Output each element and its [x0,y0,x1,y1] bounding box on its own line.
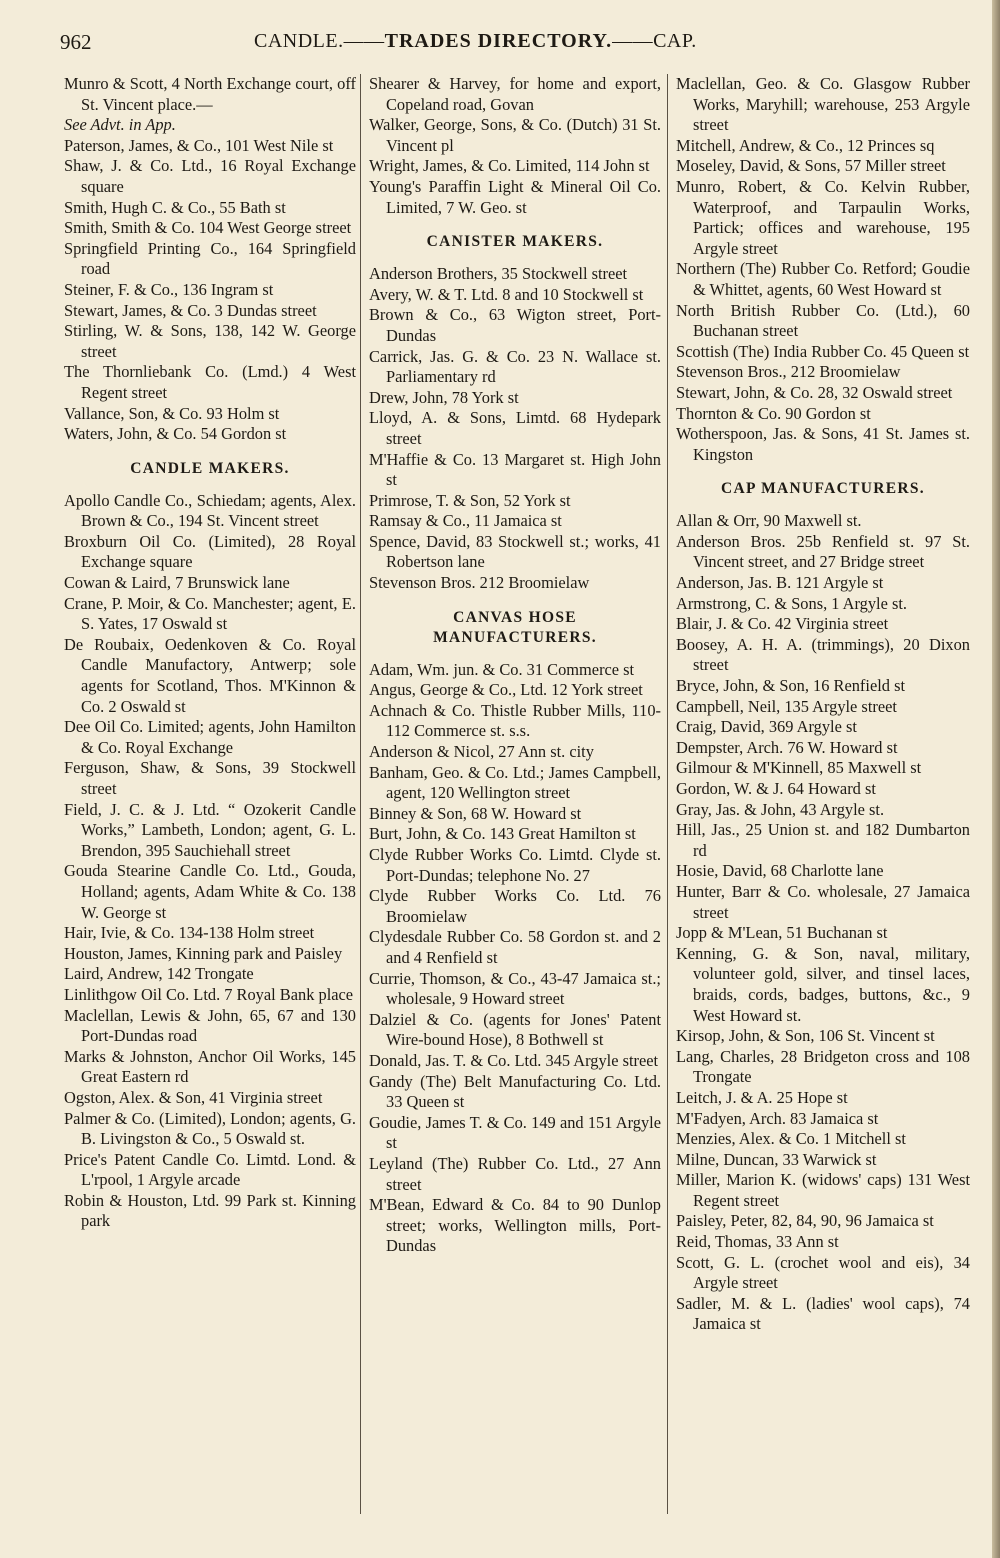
directory-entry: Craig, David, 369 Argyle st [676,717,857,737]
directory-entry: Donald, Jas. T. & Co. Ltd. 345 Argyle street [369,1050,659,1070]
directory-entry: The Thornliebank Co. (Lmd.) 4 West Regent street [64,362,356,402]
directory-entry: M'Haffie & Co. 13 Margaret st. High John st [369,449,661,490]
directory-entry: Angus, George & Co., Ltd. 12 York street [369,680,643,700]
directory-entry: M'Bean, Edward & Co. 84 to 90 Dunlop street; works, Wellington mills, Port-Dundas [369,1195,661,1256]
section-heading: CANISTER MAKERS. [426,233,604,251]
directory-entry: Wotherspoon, Jas. & Sons, 41 St. James st. Kingston [676,424,970,464]
directory-entry: Clyde Rubber Works Co. Limtd. Clyde st. Port-Dundas; telephone No. 27 [369,845,661,885]
directory-entry: Munro, Robert, & Co. Kelvin Rubber, Waterproof, and Tarpaulin Works, Partick; offices and warehouse, 195 Argyle street [676,176,970,258]
directory-entry: Campbell, Neil, 135 Argyle street [676,696,897,716]
directory-entry: Stewart, John, & Co. 28, 32 Oswald street [676,382,953,402]
directory-entry: Anderson, Jas. B. 121 Argyle st [676,573,884,593]
directory-entry: Jopp & M'Lean, 51 Buchanan st [676,923,888,943]
directory-entry: Smith, Smith & Co. 104 West George street [64,218,352,238]
directory-entry: Vallance, Son, & Co. 93 Holm st [64,403,280,423]
directory-entry: Waters, John, & Co. 54 Gordon st [64,424,287,444]
directory-entry: Clyde Rubber Works Co. Ltd. 76 Broomielaw [369,886,661,926]
directory-entry: Blair, J. & Co. 42 Virginia street [676,614,889,634]
directory-entry: Reid, Thomas, 33 Ann st [676,1232,839,1252]
section-heading: CANDLE MAKERS. [130,459,290,477]
running-head-dash: —— [612,30,654,52]
directory-entry: Springfield Printing Co., 164 Springfield road [64,238,356,279]
directory-entry: Paterson, James, & Co., 101 West Nile st [64,135,334,155]
directory-entry: Sadler, M. & L. (ladies' wool caps), 74 Jamaica st [676,1293,970,1334]
directory-entry: Anderson Bros. 25b Renfield st. 97 St. Vincent street, and 27 Bridge street [676,531,970,572]
directory-entry: Maclellan, Lewis & John, 65, 67 and 130 Port-Dundas road [64,1005,356,1046]
directory-entry: Kirsop, John, & Son, 106 St. Vincent st [676,1026,935,1046]
directory-entry: Ogston, Alex. & Son, 41 Virginia street [64,1087,323,1107]
directory-entry: See Advt. in App. [64,115,176,135]
directory-entry: Smith, Hugh C. & Co., 55 Bath st [64,197,286,217]
directory-entry: Stevenson Bros. 212 Broomielaw [369,573,590,593]
directory-entry: Shearer & Harvey, for home and export, Copeland road, Govan [369,74,661,114]
running-head [254,30,697,53]
running-head-left: CANDLE. [254,30,344,52]
directory-entry: Achnach & Co. Thistle Rubber Mills, 110-112 Commerce st. s.s. [369,700,661,741]
directory-entry: Young's Paraffin Light & Mineral Oil Co. Limited, 7 W. Geo. st [369,176,661,217]
column-rule [667,74,668,1514]
directory-entry: Clydesdale Rubber Co. 58 Gordon st. and 2 and 4 Renfield st [369,927,661,967]
directory-entry: Scottish (The) India Rubber Co. 45 Queen st [676,341,970,361]
directory-entry: Kenning, G. & Son, naval, military, volunteer gold, silver, and tinsel laces, braids, cords, badges, buttons, &c., 9 West Howard st. [676,943,970,1025]
directory-entry: Munro & Scott, 4 North Exchange court, off St. Vincent place.— [64,74,356,114]
directory-entry: Gouda Stearine Candle Co. Ltd., Gouda, Holland; agents, Adam White & Co. 138 W. George st [64,861,356,922]
directory-entry: Carrick, Jas. G. & Co. 23 N. Wallace st. Parliamentary rd [369,346,661,387]
directory-entry: Paisley, Peter, 82, 84, 90, 96 Jamaica st [676,1211,934,1231]
directory-entry: Boosey, A. H. A. (trimmings), 20 Dixon street [676,634,970,675]
page-edge [992,0,1000,1558]
directory-entry: Steiner, F. & Co., 136 Ingram st [64,279,274,299]
directory-entry: Hosie, David, 68 Charlotte lane [676,861,884,881]
directory-entry: Goudie, James T. & Co. 149 and 151 Argyle st [369,1112,661,1153]
directory-entry: Palmer & Co. (Limited), London; agents, G. B. Livingston & Co., 5 Oswald st. [64,1108,356,1149]
directory-entry: Milne, Duncan, 33 Warwick st [676,1149,877,1169]
directory-entry: Spence, David, 83 Stockwell st.; works, 41 Robertson lane [369,531,661,572]
directory-entry: Leitch, J. & A. 25 Hope st [676,1087,848,1107]
directory-column-2 [369,74,661,1257]
running-head-title: TRADES DIRECTORY. [384,30,613,52]
directory-entry: Ferguson, Shaw, & Sons, 39 Stockwell street [64,758,356,798]
directory-entry: Crane, P. Moir, & Co. Manchester; agent, E. S. Yates, 17 Oswald st [64,593,356,634]
directory-entry: Adam, Wm. jun. & Co. 31 Commerce st [369,659,635,679]
directory-entry: Shaw, J. & Co. Ltd., 16 Royal Exchange square [64,156,356,196]
directory-entry: Thornton & Co. 90 Gordon st [676,403,871,423]
directory-entry: Armstrong, C. & Sons, 1 Argyle st. [676,593,908,613]
directory-entry: Lang, Charles, 28 Bridgeton cross and 108 Trongate [676,1046,970,1087]
directory-entry: Scott, G. L. (crochet wool and eis), 34 Argyle street [676,1252,970,1293]
directory-entry: Dempster, Arch. 76 W. Howard st [676,737,898,757]
directory-entry: Price's Patent Candle Co. Limtd. Lond. & L'rpool, 1 Argyle arcade [64,1149,356,1190]
directory-entry: Stirling, W. & Sons, 138, 142 W. George street [64,321,356,361]
directory-entry: Hill, Jas., 25 Union st. and 182 Dumbarton rd [676,820,970,860]
directory-entry: Maclellan, Geo. & Co. Glasgow Rubber Works, Maryhill; warehouse, 253 Argyle street [676,74,970,135]
directory-entry: Binney & Son, 68 W. Howard st [369,803,582,823]
directory-entry: Burt, John, & Co. 143 Great Hamilton st [369,824,636,844]
directory-entry: Bryce, John, & Son, 16 Renfield st [676,676,905,696]
directory-entry: Currie, Thomson, & Co., 43-47 Jamaica st.; wholesale, 9 Howard street [369,968,661,1009]
page-number: 962 [60,30,92,54]
directory-entry: Houston, James, Kinning park and Paisley [64,943,343,963]
directory-entry: De Roubaix, Oedenkoven & Co. Royal Candle Manufactory, Antwerp; sole agents for Scotland, Thos. M'Kinnon & Co. 2 Oswald st [64,634,356,716]
running-head-dash: —— [343,30,385,52]
section-heading: CAP MANUFACTURERS. [721,480,925,498]
directory-entry: Stevenson Bros., 212 Broomielaw [676,362,901,382]
directory-entry: Mitchell, Andrew, & Co., 12 Princes sq [676,135,935,155]
directory-entry: Broxburn Oil Co. (Limited), 28 Royal Exchange square [64,531,356,572]
directory-entry: Menzies, Alex. & Co. 1 Mitchell st [676,1129,906,1149]
directory-entry: Gray, Jas. & John, 43 Argyle st. [676,799,885,819]
directory-entry: Anderson Brothers, 35 Stockwell street [369,264,628,284]
directory-entry: Dalziel & Co. (agents for Jones' Patent Wire-bound Hose), 8 Bothwell st [369,1009,661,1050]
section-heading: CANVAS HOSE MANUFACTURERS. [433,608,597,646]
directory-entry: M'Fadyen, Arch. 83 Jamaica st [676,1108,879,1128]
running-head-right: CAP. [653,30,697,52]
directory-entry: Hunter, Barr & Co. wholesale, 27 Jamaica street [676,881,970,922]
directory-entry: Primrose, T. & Son, 52 York st [369,490,571,510]
directory-entry: Banham, Geo. & Co. Ltd.; James Campbell, agent, 120 Wellington street [369,762,661,803]
directory-entry: Cowan & Laird, 7 Brunswick lane [64,573,290,593]
directory-entry: Moseley, David, & Sons, 57 Miller street [676,156,946,176]
directory-entry: Gilmour & M'Kinnell, 85 Maxwell st [676,758,922,778]
directory-entry: Gandy (The) Belt Manufacturing Co. Ltd. 33 Queen st [369,1071,661,1112]
directory-entry: Lloyd, A. & Sons, Limtd. 68 Hydepark street [369,408,661,448]
directory-entry: Stewart, James, & Co. 3 Dundas street [64,300,317,320]
directory-entry: Ramsay & Co., 11 Jamaica st [369,511,562,531]
directory-entry: Anderson & Nicol, 27 Ann st. city [369,742,594,762]
directory-entry: Dee Oil Co. Limited; agents, John Hamilton & Co. Royal Exchange [64,717,356,757]
directory-entry: Allan & Orr, 90 Maxwell st. [676,511,862,531]
directory-entry: Hair, Ivie, & Co. 134-138 Holm street [64,923,315,943]
directory-entry: Robin & Houston, Ltd. 99 Park st. Kinning park [64,1190,356,1231]
directory-columns [64,74,970,1524]
directory-entry: Linlithgow Oil Co. Ltd. 7 Royal Bank place [64,984,354,1004]
directory-entry: Brown & Co., 63 Wigton street, Port-Dundas [369,305,661,345]
directory-entry: Marks & Johnston, Anchor Oil Works, 145 Great Eastern rd [64,1046,356,1087]
directory-entry: Drew, John, 78 York st [369,387,519,407]
directory-entry: Laird, Andrew, 142 Trongate [64,964,254,984]
directory-entry: Leyland (The) Rubber Co. Ltd., 27 Ann street [369,1153,661,1194]
directory-entry: Walker, George, Sons, & Co. (Dutch) 31 St. Vincent pl [369,115,661,155]
directory-entry: Avery, W. & T. Ltd. 8 and 10 Stockwell st [369,284,644,304]
directory-entry: Miller, Marion K. (widows' caps) 131 West Regent street [676,1170,970,1210]
directory-entry: Wright, James, & Co. Limited, 114 John st [369,156,650,176]
directory-entry: Field, J. C. & J. Ltd. “ Ozokerit Candle Works,” Lambeth, London; agent, G. L. Brendon, 395 Sauchiehall street [64,799,356,860]
directory-entry: Northern (The) Rubber Co. Retford; Goudie & Whittet, agents, 60 West Howard st [676,259,970,299]
column-rule [360,74,361,1514]
directory-entry: Gordon, W. & J. 64 Howard st [676,779,876,798]
directory-column-3 [676,74,970,1335]
directory-entry: North British Rubber Co. (Ltd.), 60 Buchanan street [676,300,970,341]
directory-column-1 [64,74,356,1232]
directory-entry: Apollo Candle Co., Schiedam; agents, Alex. Brown & Co., 194 St. Vincent street [64,490,356,531]
